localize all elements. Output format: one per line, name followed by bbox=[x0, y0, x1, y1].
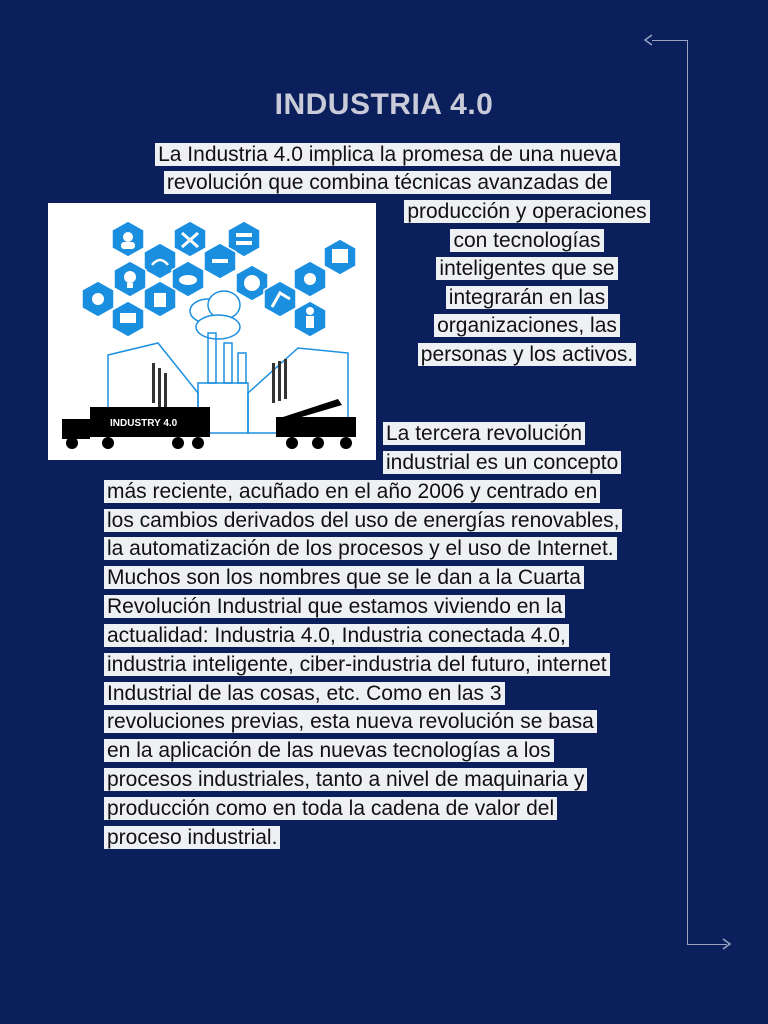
body-line: Revolución Industrial que estamos viviendo en la bbox=[104, 593, 565, 621]
page-title: INDUSTRIA 4.0 bbox=[274, 88, 494, 121]
body-line: industria inteligente, ciber-industria del futuro, internet bbox=[104, 651, 610, 679]
body-line: producción como en toda la cadena de valor del bbox=[104, 795, 557, 823]
intro-line: producción y operaciones bbox=[382, 198, 672, 226]
body-line: la automatización de los procesos y el uso de Internet. bbox=[104, 535, 617, 563]
intro-line: inteligentes que se bbox=[382, 255, 672, 283]
body-line: La tercera revolución bbox=[383, 420, 585, 448]
body-line: Industrial de las cosas, etc. Como en las 3 bbox=[104, 680, 505, 708]
arrow-right-icon bbox=[720, 938, 734, 952]
body-line: los cambios derivados del uso de energías renovables, bbox=[104, 507, 622, 535]
arrow-left-icon bbox=[642, 34, 656, 48]
body-line: industrial es un concepto bbox=[383, 449, 621, 477]
intro-line: personas y los activos. bbox=[382, 341, 672, 369]
intro-line: revolución que combina técnicas avanzadas de bbox=[0, 169, 768, 197]
body-line: proceso industrial. bbox=[104, 824, 280, 852]
body-line: en la aplicación de las nuevas tecnologías a los bbox=[104, 737, 554, 765]
intro-line: La Industria 4.0 implica la promesa de una nueva bbox=[0, 141, 768, 169]
body-line: procesos industriales, tanto a nivel de maquinaria y bbox=[104, 766, 587, 794]
truck-label: INDUSTRY 4.0 bbox=[110, 418, 178, 429]
arm-hex-icon bbox=[264, 281, 296, 317]
body-line: Muchos son los nombres que se le dan a la Cuarta bbox=[104, 564, 584, 592]
body-line: actualidad: Industria 4.0, Industria conectada 4.0, bbox=[104, 622, 569, 650]
industry-illustration bbox=[48, 203, 376, 460]
intro-line: con tecnologías bbox=[382, 227, 672, 255]
body-line: revoluciones previas, esta nueva revolución se basa bbox=[104, 708, 597, 736]
body-line: más reciente, acuñado en el año 2006 y centrado en bbox=[104, 478, 600, 506]
intro-line: organizaciones, las bbox=[382, 312, 672, 340]
intro-line: integrarán en las bbox=[382, 284, 672, 312]
